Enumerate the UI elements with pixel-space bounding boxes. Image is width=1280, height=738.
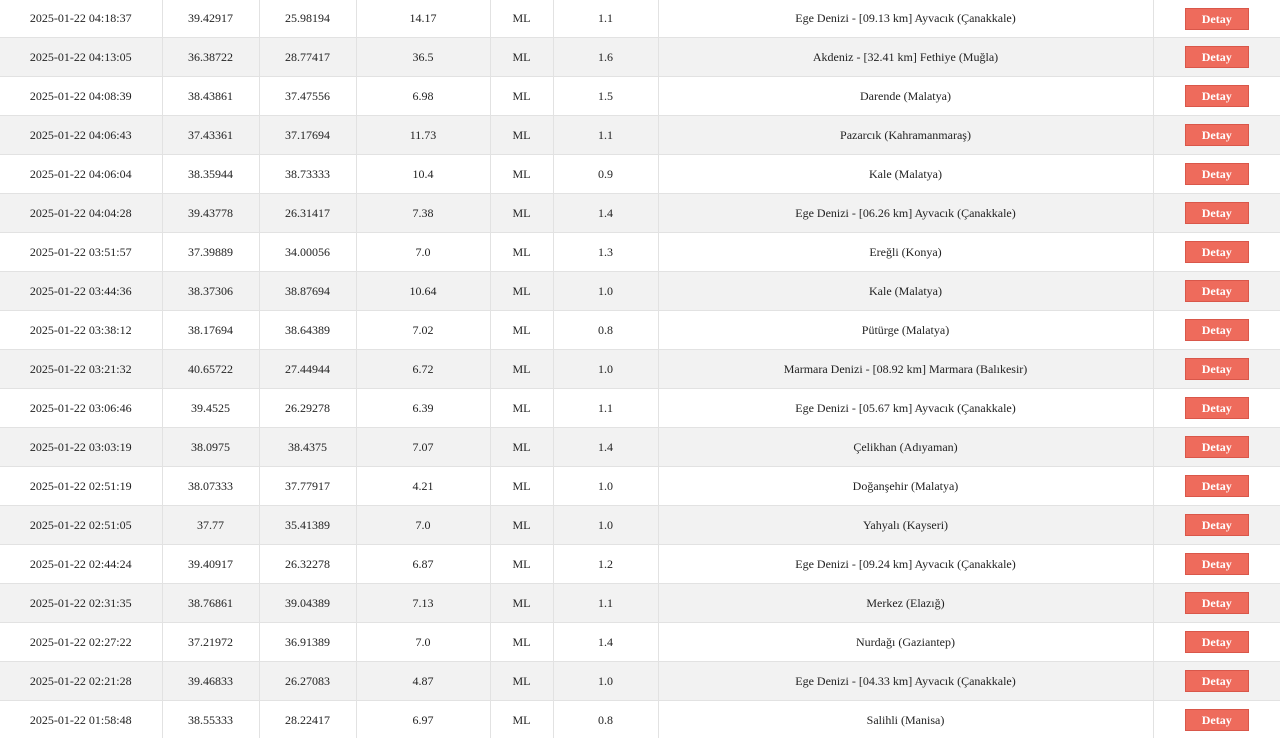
latitude-cell: 38.76861 xyxy=(162,584,259,623)
action-cell xyxy=(1153,389,1280,428)
date-cell: 2025-01-22 02:44:24 xyxy=(0,545,162,584)
table-row xyxy=(0,155,1280,194)
location-cell: Ege Denizi - [09.24 km] Ayvacık (Çanakkale) xyxy=(658,545,1153,584)
depth-cell: 6.39 xyxy=(356,389,490,428)
location-cell: Çelikhan (Adıyaman) xyxy=(658,428,1153,467)
latitude-cell: 37.21972 xyxy=(162,623,259,662)
detay-button[interactable]: Detay xyxy=(1185,475,1249,497)
longitude-cell: 35.41389 xyxy=(259,506,356,545)
detay-button[interactable]: Detay xyxy=(1185,85,1249,107)
magnitude-type-cell: ML xyxy=(490,662,553,701)
magnitude-type-cell: ML xyxy=(490,623,553,662)
table-row xyxy=(0,350,1280,389)
longitude-cell: 37.47556 xyxy=(259,77,356,116)
latitude-cell: 40.65722 xyxy=(162,350,259,389)
magnitude-cell: 1.4 xyxy=(553,194,658,233)
detay-button[interactable]: Detay xyxy=(1185,46,1249,68)
action-cell xyxy=(1153,662,1280,701)
magnitude-cell: 1.6 xyxy=(553,38,658,77)
date-cell: 2025-01-22 04:18:37 xyxy=(0,0,162,38)
location-cell: Ege Denizi - [04.33 km] Ayvacık (Çanakkale) xyxy=(658,662,1153,701)
table-row xyxy=(0,701,1280,738)
magnitude-type-cell: ML xyxy=(490,272,553,311)
date-cell: 2025-01-22 03:38:12 xyxy=(0,311,162,350)
magnitude-type-cell: ML xyxy=(490,428,553,467)
action-cell xyxy=(1153,194,1280,233)
depth-cell: 7.02 xyxy=(356,311,490,350)
date-cell: 2025-01-22 03:03:19 xyxy=(0,428,162,467)
latitude-cell: 36.38722 xyxy=(162,38,259,77)
action-cell xyxy=(1153,311,1280,350)
depth-cell: 7.0 xyxy=(356,233,490,272)
action-cell xyxy=(1153,116,1280,155)
latitude-cell: 38.0975 xyxy=(162,428,259,467)
location-cell: Pütürge (Malatya) xyxy=(658,311,1153,350)
magnitude-type-cell: ML xyxy=(490,38,553,77)
latitude-cell: 38.35944 xyxy=(162,155,259,194)
location-cell: Ege Denizi - [09.13 km] Ayvacık (Çanakkale) xyxy=(658,0,1153,38)
table-row xyxy=(0,233,1280,272)
longitude-cell: 27.44944 xyxy=(259,350,356,389)
action-cell xyxy=(1153,272,1280,311)
magnitude-type-cell: ML xyxy=(490,701,553,738)
table-row xyxy=(0,77,1280,116)
depth-cell: 36.5 xyxy=(356,38,490,77)
magnitude-cell: 1.1 xyxy=(553,584,658,623)
detay-button[interactable]: Detay xyxy=(1185,163,1249,185)
location-cell: Kale (Malatya) xyxy=(658,155,1153,194)
detay-button[interactable]: Detay xyxy=(1185,670,1249,692)
date-cell: 2025-01-22 03:51:57 xyxy=(0,233,162,272)
magnitude-type-cell: ML xyxy=(490,584,553,623)
depth-cell: 6.87 xyxy=(356,545,490,584)
latitude-cell: 37.43361 xyxy=(162,116,259,155)
detay-button[interactable]: Detay xyxy=(1185,202,1249,224)
location-cell: Yahyalı (Kayseri) xyxy=(658,506,1153,545)
magnitude-type-cell: ML xyxy=(490,194,553,233)
location-cell: Kale (Malatya) xyxy=(658,272,1153,311)
magnitude-type-cell: ML xyxy=(490,233,553,272)
magnitude-type-cell: ML xyxy=(490,311,553,350)
depth-cell: 10.4 xyxy=(356,155,490,194)
magnitude-cell: 1.3 xyxy=(553,233,658,272)
table-row xyxy=(0,272,1280,311)
action-cell xyxy=(1153,155,1280,194)
depth-cell: 7.0 xyxy=(356,623,490,662)
table-row xyxy=(0,38,1280,77)
action-cell xyxy=(1153,350,1280,389)
magnitude-type-cell: ML xyxy=(490,467,553,506)
magnitude-type-cell: ML xyxy=(490,389,553,428)
magnitude-cell: 1.2 xyxy=(553,545,658,584)
magnitude-cell: 1.1 xyxy=(553,0,658,38)
depth-cell: 7.38 xyxy=(356,194,490,233)
table-row xyxy=(0,545,1280,584)
latitude-cell: 37.77 xyxy=(162,506,259,545)
detay-button[interactable]: Detay xyxy=(1185,592,1249,614)
table-row xyxy=(0,662,1280,701)
depth-cell: 4.87 xyxy=(356,662,490,701)
magnitude-cell: 1.1 xyxy=(553,389,658,428)
latitude-cell: 37.39889 xyxy=(162,233,259,272)
location-cell: Merkez (Elazığ) xyxy=(658,584,1153,623)
magnitude-cell: 0.9 xyxy=(553,155,658,194)
action-cell xyxy=(1153,233,1280,272)
magnitude-type-cell: ML xyxy=(490,77,553,116)
action-cell xyxy=(1153,77,1280,116)
table-row xyxy=(0,467,1280,506)
longitude-cell: 26.31417 xyxy=(259,194,356,233)
detay-button[interactable]: Detay xyxy=(1185,436,1249,458)
magnitude-cell: 0.8 xyxy=(553,701,658,738)
detay-button[interactable]: Detay xyxy=(1185,514,1249,536)
latitude-cell: 39.40917 xyxy=(162,545,259,584)
detay-button[interactable]: Detay xyxy=(1185,358,1249,380)
latitude-cell: 38.43861 xyxy=(162,77,259,116)
magnitude-type-cell: ML xyxy=(490,506,553,545)
location-cell: Ege Denizi - [05.67 km] Ayvacık (Çanakkale) xyxy=(658,389,1153,428)
detay-button[interactable]: Detay xyxy=(1185,631,1249,653)
magnitude-cell: 1.1 xyxy=(553,116,658,155)
latitude-cell: 39.46833 xyxy=(162,662,259,701)
latitude-cell: 38.07333 xyxy=(162,467,259,506)
magnitude-cell: 1.0 xyxy=(553,662,658,701)
table-row xyxy=(0,584,1280,623)
latitude-cell: 38.37306 xyxy=(162,272,259,311)
date-cell: 2025-01-22 03:21:32 xyxy=(0,350,162,389)
magnitude-type-cell: ML xyxy=(490,350,553,389)
longitude-cell: 38.73333 xyxy=(259,155,356,194)
longitude-cell: 39.04389 xyxy=(259,584,356,623)
table-row xyxy=(0,0,1280,38)
magnitude-cell: 1.0 xyxy=(553,272,658,311)
action-cell xyxy=(1153,545,1280,584)
location-cell: Doğanşehir (Malatya) xyxy=(658,467,1153,506)
magnitude-cell: 1.4 xyxy=(553,623,658,662)
longitude-cell: 36.91389 xyxy=(259,623,356,662)
depth-cell: 14.17 xyxy=(356,0,490,38)
depth-cell: 7.13 xyxy=(356,584,490,623)
table-row xyxy=(0,311,1280,350)
longitude-cell: 34.00056 xyxy=(259,233,356,272)
latitude-cell: 38.55333 xyxy=(162,701,259,738)
date-cell: 2025-01-22 04:06:04 xyxy=(0,155,162,194)
longitude-cell: 38.87694 xyxy=(259,272,356,311)
magnitude-cell: 1.0 xyxy=(553,467,658,506)
latitude-cell: 39.4525 xyxy=(162,389,259,428)
detay-button[interactable]: Detay xyxy=(1185,124,1249,146)
date-cell: 2025-01-22 04:08:39 xyxy=(0,77,162,116)
table-row xyxy=(0,428,1280,467)
magnitude-cell: 1.4 xyxy=(553,428,658,467)
latitude-cell: 39.42917 xyxy=(162,0,259,38)
depth-cell: 6.98 xyxy=(356,77,490,116)
table-row xyxy=(0,506,1280,545)
longitude-cell: 38.4375 xyxy=(259,428,356,467)
date-cell: 2025-01-22 03:44:36 xyxy=(0,272,162,311)
longitude-cell: 28.77417 xyxy=(259,38,356,77)
table-row xyxy=(0,116,1280,155)
date-cell: 2025-01-22 02:51:05 xyxy=(0,506,162,545)
action-cell xyxy=(1153,428,1280,467)
date-cell: 2025-01-22 02:31:35 xyxy=(0,584,162,623)
longitude-cell: 26.27083 xyxy=(259,662,356,701)
date-cell: 2025-01-22 02:27:22 xyxy=(0,623,162,662)
depth-cell: 6.97 xyxy=(356,701,490,738)
depth-cell: 7.0 xyxy=(356,506,490,545)
magnitude-type-cell: ML xyxy=(490,116,553,155)
date-cell: 2025-01-22 01:58:48 xyxy=(0,701,162,738)
detay-button[interactable]: Detay xyxy=(1185,280,1249,302)
detay-button[interactable]: Detay xyxy=(1185,241,1249,263)
depth-cell: 11.73 xyxy=(356,116,490,155)
action-cell xyxy=(1153,0,1280,38)
depth-cell: 6.72 xyxy=(356,350,490,389)
date-cell: 2025-01-22 03:06:46 xyxy=(0,389,162,428)
depth-cell: 4.21 xyxy=(356,467,490,506)
location-cell: Marmara Denizi - [08.92 km] Marmara (Balıkesir) xyxy=(658,350,1153,389)
location-cell: Ereğli (Konya) xyxy=(658,233,1153,272)
action-cell xyxy=(1153,701,1280,738)
action-cell xyxy=(1153,584,1280,623)
magnitude-cell: 0.8 xyxy=(553,311,658,350)
magnitude-cell: 1.5 xyxy=(553,77,658,116)
detay-button[interactable]: Detay xyxy=(1185,8,1249,30)
date-cell: 2025-01-22 02:21:28 xyxy=(0,662,162,701)
location-cell: Nurdağı (Gaziantep) xyxy=(658,623,1153,662)
detay-button[interactable]: Detay xyxy=(1185,319,1249,341)
latitude-cell: 39.43778 xyxy=(162,194,259,233)
location-cell: Darende (Malatya) xyxy=(658,77,1153,116)
longitude-cell: 37.17694 xyxy=(259,116,356,155)
date-cell: 2025-01-22 04:13:05 xyxy=(0,38,162,77)
location-cell: Pazarcık (Kahramanmaraş) xyxy=(658,116,1153,155)
detay-button[interactable]: Detay xyxy=(1185,709,1249,731)
magnitude-type-cell: ML xyxy=(490,0,553,38)
date-cell: 2025-01-22 04:06:43 xyxy=(0,116,162,155)
longitude-cell: 28.22417 xyxy=(259,701,356,738)
magnitude-type-cell: ML xyxy=(490,545,553,584)
action-cell xyxy=(1153,506,1280,545)
action-cell xyxy=(1153,467,1280,506)
depth-cell: 7.07 xyxy=(356,428,490,467)
magnitude-type-cell: ML xyxy=(490,155,553,194)
location-cell: Ege Denizi - [06.26 km] Ayvacık (Çanakkale) xyxy=(658,194,1153,233)
detay-button[interactable]: Detay xyxy=(1185,397,1249,419)
table-row xyxy=(0,623,1280,662)
location-cell: Akdeniz - [32.41 km] Fethiye (Muğla) xyxy=(658,38,1153,77)
table-row xyxy=(0,389,1280,428)
longitude-cell: 37.77917 xyxy=(259,467,356,506)
magnitude-cell: 1.0 xyxy=(553,506,658,545)
depth-cell: 10.64 xyxy=(356,272,490,311)
detay-button[interactable]: Detay xyxy=(1185,553,1249,575)
action-cell xyxy=(1153,623,1280,662)
longitude-cell: 26.29278 xyxy=(259,389,356,428)
date-cell: 2025-01-22 02:51:19 xyxy=(0,467,162,506)
longitude-cell: 25.98194 xyxy=(259,0,356,38)
latitude-cell: 38.17694 xyxy=(162,311,259,350)
location-cell: Salihli (Manisa) xyxy=(658,701,1153,738)
table-row xyxy=(0,194,1280,233)
magnitude-cell: 1.0 xyxy=(553,350,658,389)
longitude-cell: 26.32278 xyxy=(259,545,356,584)
date-cell: 2025-01-22 04:04:28 xyxy=(0,194,162,233)
longitude-cell: 38.64389 xyxy=(259,311,356,350)
action-cell xyxy=(1153,38,1280,77)
